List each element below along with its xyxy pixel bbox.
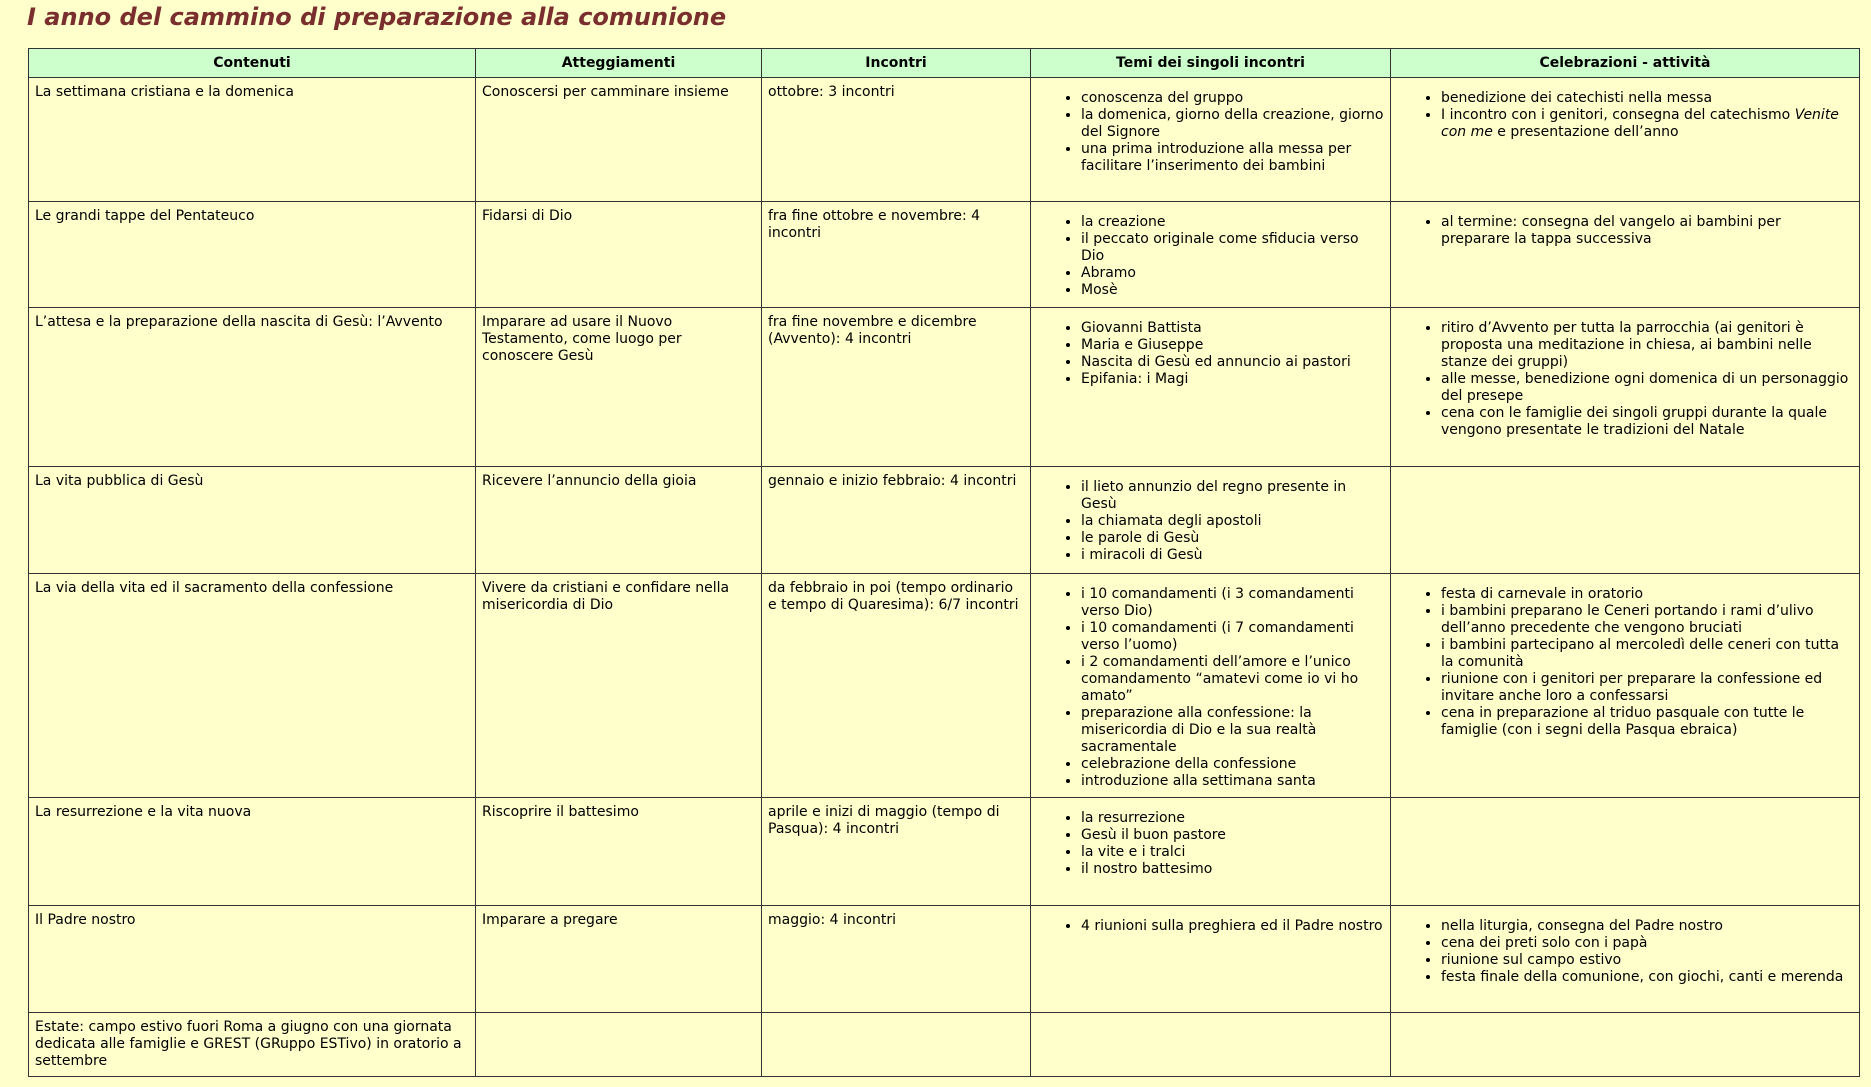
tema-item: • la chiamata degli apostoli xyxy=(1081,513,1384,530)
tema-item: • Nascita di Gesù ed annuncio ai pastori xyxy=(1081,354,1384,371)
tema-item: • i 10 comandamenti (i 3 comandamenti verso Dio) xyxy=(1081,586,1384,620)
celebrazione-item: • festa finale della comunione, con giochi, canti e merenda xyxy=(1441,969,1853,986)
tema-item: • le parole di Gesù xyxy=(1081,530,1384,547)
cell-incontri xyxy=(762,1012,1031,1076)
cell-atteggiamenti xyxy=(476,1012,762,1076)
cell-temi-list xyxy=(1037,810,1384,878)
cell-temi-list xyxy=(1037,479,1384,564)
tema-item: • la creazione xyxy=(1081,214,1384,231)
tema-item: • celebrazione della confessione xyxy=(1081,756,1384,773)
celebrazione-item: • festa di carnevale in oratorio xyxy=(1441,586,1853,603)
cell-celebrazioni xyxy=(1391,202,1860,308)
celebrazione-item: • i bambini preparano le Ceneri portando i rami d’ulivo dell’anno precedente che vengono bruciati xyxy=(1441,603,1853,637)
table-row xyxy=(29,905,1860,1012)
celebrazione-item: • riunione con i genitori per preparare la confessione ed invitare anche loro a confessarsi xyxy=(1441,671,1853,705)
tema-item: • Mosè xyxy=(1081,282,1384,299)
cell-temi xyxy=(1031,905,1391,1012)
header-celebrazioni: Celebrazioni - attività xyxy=(1391,49,1860,78)
header-atteggiamenti: Atteggiamenti xyxy=(476,49,762,78)
cell-atteggiamenti: Ricevere l’annuncio della gioia xyxy=(476,466,762,573)
tema-item: • i miracoli di Gesù xyxy=(1081,547,1384,564)
tema-item: • Abramo xyxy=(1081,265,1384,282)
celebrazione-item: • cena con le famiglie dei singoli gruppi durante la quale vengono presentate le tradizioni del Natale xyxy=(1441,405,1853,439)
cell-celebrazioni-list xyxy=(1397,586,1853,739)
cell-celebrazioni xyxy=(1391,466,1860,573)
cell-celebrazioni xyxy=(1391,798,1860,905)
tema-item: • il lieto annunzio del regno presente in Gesù xyxy=(1081,479,1384,513)
tema-item: • introduzione alla settimana santa xyxy=(1081,773,1384,790)
celebrazione-item: • al termine: consegna del vangelo ai bambini per preparare la tappa successiva xyxy=(1441,214,1853,248)
cell-celebrazioni-list xyxy=(1397,918,1853,986)
cell-incontri: fra fine novembre e dicembre (Avvento): 4 incontri xyxy=(762,308,1031,466)
cell-temi-list xyxy=(1037,586,1384,790)
header-contenuti: Contenuti xyxy=(29,49,476,78)
tema-item: • 4 riunioni sulla preghiera ed il Padre nostro xyxy=(1081,918,1384,935)
header-row xyxy=(29,49,1860,78)
table-row xyxy=(29,308,1860,466)
cell-celebrazioni xyxy=(1391,1012,1860,1076)
cell-temi-list xyxy=(1037,320,1384,388)
tema-item: • il nostro battesimo xyxy=(1081,861,1384,878)
tema-item: • preparazione alla confessione: la misericordia di Dio e la sua realtà sacramentale xyxy=(1081,705,1384,756)
header-incontri: Incontri xyxy=(762,49,1031,78)
cell-incontri: fra fine ottobre e novembre: 4 incontri xyxy=(762,202,1031,308)
cell-temi xyxy=(1031,308,1391,466)
cell-contenuti: La vita pubblica di Gesù xyxy=(29,466,476,573)
cell-temi-list xyxy=(1037,214,1384,299)
tema-item: • Giovanni Battista xyxy=(1081,320,1384,337)
cell-celebrazioni xyxy=(1391,905,1860,1012)
tema-item: • i 2 comandamenti dell’amore e l’unico comandamento “amatevi come io vi ho amato” xyxy=(1081,654,1384,705)
cell-celebrazioni xyxy=(1391,308,1860,466)
tema-item: • conoscenza del gruppo xyxy=(1081,90,1384,107)
tema-item: • i 10 comandamenti (i 7 comandamenti verso l’uomo) xyxy=(1081,620,1384,654)
table-row xyxy=(29,466,1860,573)
cell-temi xyxy=(1031,78,1391,202)
cell-temi xyxy=(1031,202,1391,308)
cell-atteggiamenti: Imparare ad usare il Nuovo Testamento, come luogo per conoscere Gesù xyxy=(476,308,762,466)
celebrazione-item: • alle messe, benedizione ogni domenica di un personaggio del presepe xyxy=(1441,371,1853,405)
cell-contenuti: Estate: campo estivo fuori Roma a giugno con una giornata dedicata alle famiglie e GREST (GRuppo ESTivo) in oratorio a settembre xyxy=(29,1012,476,1076)
celebrazione-item: • riunione sul campo estivo xyxy=(1441,952,1853,969)
cell-contenuti: L’attesa e la preparazione della nascita di Gesù: l’Avvento xyxy=(29,308,476,466)
cell-temi-list xyxy=(1037,918,1384,935)
celebrazione-item: • nella liturgia, consegna del Padre nostro xyxy=(1441,918,1853,935)
cell-celebrazioni-list xyxy=(1397,90,1853,141)
cell-atteggiamenti: Conoscersi per camminare insieme xyxy=(476,78,762,202)
cell-contenuti: La resurrezione e la vita nuova xyxy=(29,798,476,905)
catechism-title: Venite con me xyxy=(1441,107,1839,140)
celebrazione-item: • benedizione dei catechisti nella messa xyxy=(1441,90,1853,107)
tema-item: • Epifania: i Magi xyxy=(1081,371,1384,388)
cell-incontri: da febbraio in poi (tempo ordinario e tempo di Quaresima): 6/7 incontri xyxy=(762,573,1031,797)
cell-atteggiamenti: Vivere da cristiani e confidare nella misericordia di Dio xyxy=(476,573,762,797)
celebrazione-item: • i bambini partecipano al mercoledì delle ceneri con tutta la comunità xyxy=(1441,637,1853,671)
cell-temi-list xyxy=(1037,90,1384,175)
header-temi: Temi dei singoli incontri xyxy=(1031,49,1391,78)
tema-item: • la vite e i tralci xyxy=(1081,844,1384,861)
cell-temi xyxy=(1031,1012,1391,1076)
cell-contenuti: La via della vita ed il sacramento della confessione xyxy=(29,573,476,797)
celebrazione-item: • I incontro con i genitori, consegna del catechismo Venite con me e presentazione dell’anno xyxy=(1441,107,1853,141)
cell-temi xyxy=(1031,466,1391,573)
table-row xyxy=(29,798,1860,905)
cell-contenuti: Il Padre nostro xyxy=(29,905,476,1012)
table-row xyxy=(29,1012,1860,1076)
cell-celebrazioni-list xyxy=(1397,320,1853,439)
cell-incontri: maggio: 4 incontri xyxy=(762,905,1031,1012)
cell-celebrazioni xyxy=(1391,573,1860,797)
cell-incontri: aprile e inizi di maggio (tempo di Pasqua): 4 incontri xyxy=(762,798,1031,905)
cell-contenuti: La settimana cristiana e la domenica xyxy=(29,78,476,202)
page-title: I anno del cammino di preparazione alla comunione xyxy=(27,3,727,31)
cell-temi xyxy=(1031,573,1391,797)
celebrazione-item: • cena dei preti solo con i papà xyxy=(1441,935,1853,952)
cell-atteggiamenti: Fidarsi di Dio xyxy=(476,202,762,308)
table-row xyxy=(29,573,1860,797)
celebrazione-item: • ritiro d’Avvento per tutta la parrocchia (ai genitori è proposta una meditazione in chiesa, ai bambini nelle stanze dei gruppi) xyxy=(1441,320,1853,371)
cell-atteggiamenti: Imparare a pregare xyxy=(476,905,762,1012)
table-row xyxy=(29,78,1860,202)
cell-celebrazioni-list xyxy=(1397,214,1853,248)
cell-incontri: ottobre: 3 incontri xyxy=(762,78,1031,202)
cell-atteggiamenti: Riscoprire il battesimo xyxy=(476,798,762,905)
tema-item: • Maria e Giuseppe xyxy=(1081,337,1384,354)
tema-item: • una prima introduzione alla messa per facilitare l’inserimento dei bambini xyxy=(1081,141,1384,175)
cell-temi xyxy=(1031,798,1391,905)
tema-item: • Gesù il buon pastore xyxy=(1081,827,1384,844)
table-row xyxy=(29,202,1860,308)
cell-incontri: gennaio e inizio febbraio: 4 incontri xyxy=(762,466,1031,573)
cell-contenuti: Le grandi tappe del Pentateuco xyxy=(29,202,476,308)
tema-item: • il peccato originale come sfiducia verso Dio xyxy=(1081,231,1384,265)
celebrazione-item: • cena in preparazione al triduo pasquale con tutte le famiglie (con i segni della Pasqua ebraica) xyxy=(1441,705,1853,739)
cell-celebrazioni xyxy=(1391,78,1860,202)
program-table xyxy=(28,48,1860,1077)
tema-item: • la resurrezione xyxy=(1081,810,1384,827)
tema-item: • la domenica, giorno della creazione, giorno del Signore xyxy=(1081,107,1384,141)
